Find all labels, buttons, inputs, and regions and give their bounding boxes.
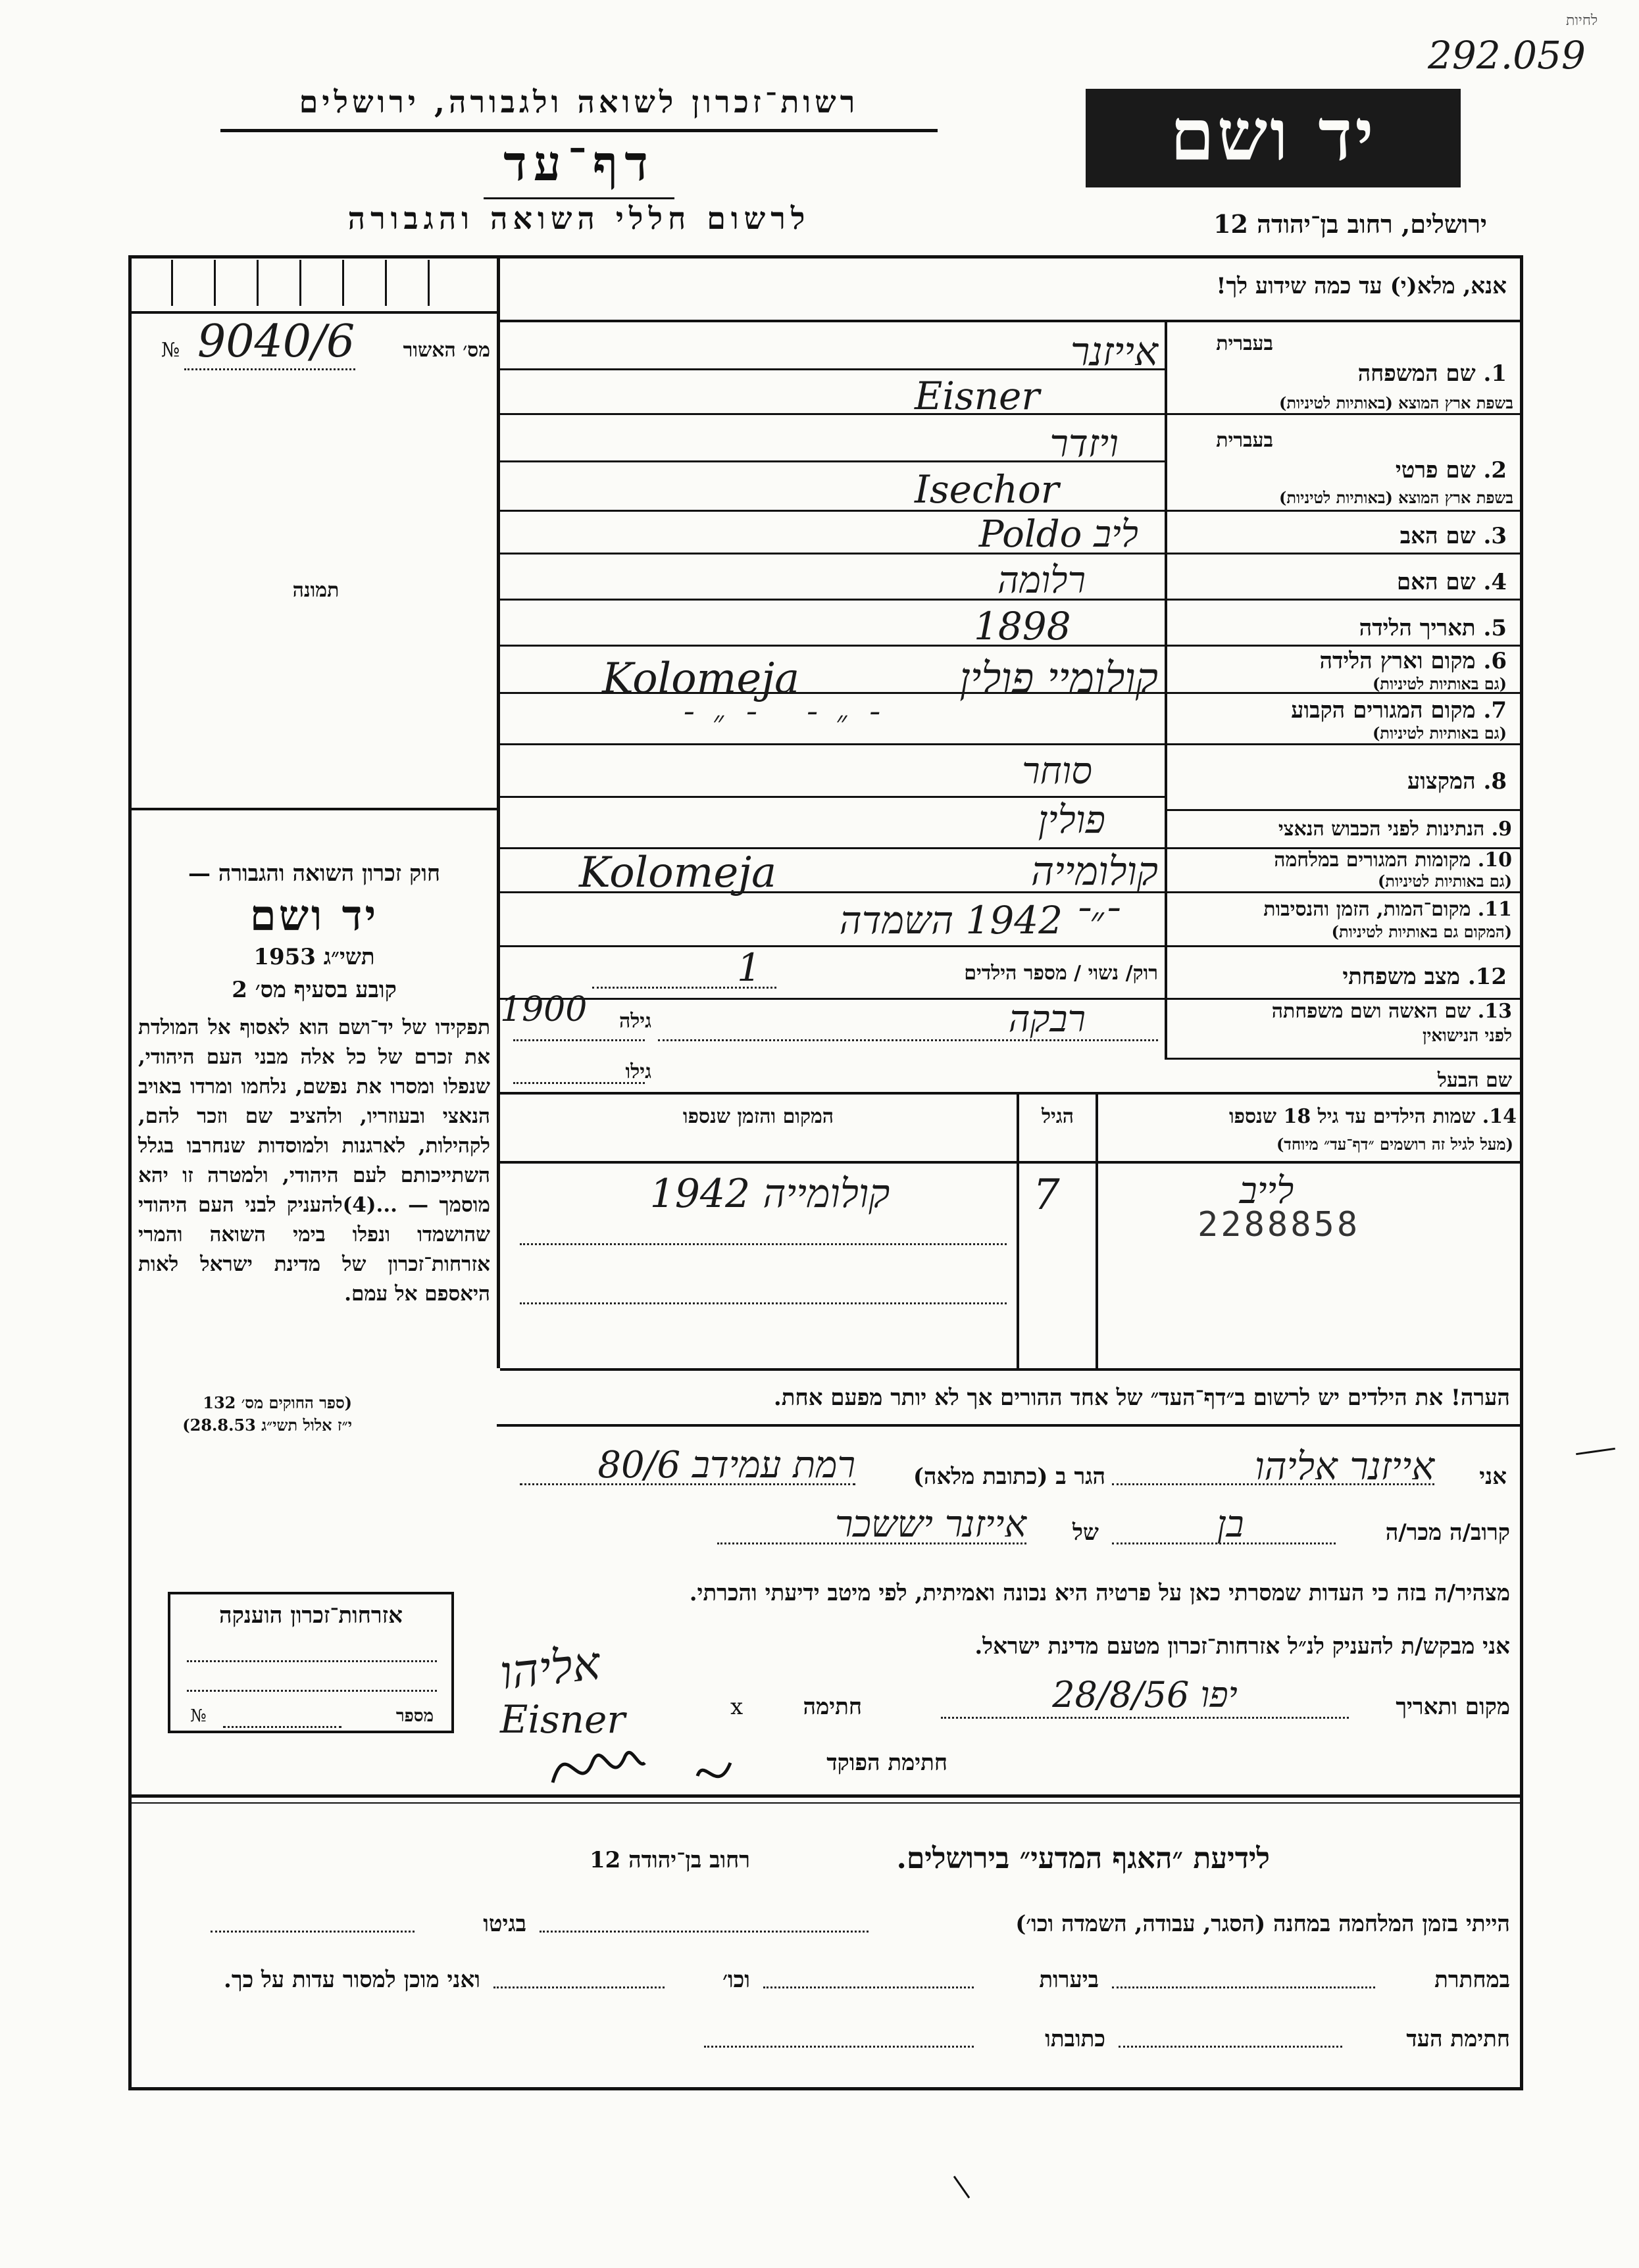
note-text: הערה! את הילדים יש לרשום ב״דף־העד״ של אחד ההורים אך לא יותר מפעם אחת.: [773, 1385, 1510, 1411]
wife-age-value: 1900: [500, 990, 588, 1029]
hebrew-tag-1: בעברית: [1216, 332, 1273, 355]
form-title: דף־עד: [503, 136, 655, 192]
signature-label: חתימה: [803, 1694, 862, 1720]
label-divider: [1165, 321, 1167, 1058]
intro-text: אנא, מלא(י) עד כמה שידוע לך!: [1216, 273, 1507, 299]
marital-options: רוק/ נשוי / מספר הילדים: [964, 962, 1158, 985]
first-name-sub: בשפת ארץ המוצא (באותיות לטיניות): [1279, 488, 1513, 507]
memorial-number-label: מספר: [395, 1706, 434, 1726]
child-row-line-a: [520, 1243, 1007, 1245]
of-label: של: [1072, 1519, 1099, 1546]
footer-address: רחוב בן־יהודה 12: [589, 1847, 750, 1873]
law-name: יד ושם: [249, 891, 379, 941]
footer-witness-sign-label: חתימת העד: [1406, 2026, 1510, 2052]
footer-ghetto-label: בגיטו: [483, 1911, 526, 1937]
birthplace-he: קולומיי פולין: [959, 654, 1158, 703]
wartime-residence-lat: Kolomeja: [579, 849, 777, 897]
footer-etc-label: וכו׳: [722, 1967, 750, 1993]
marital-line: [592, 987, 776, 989]
form-subtitle: לרשום חללי השואה והגבורה: [347, 201, 811, 236]
citizenship-label: 9. הנתינות לפני הכבוש הנאצי: [1278, 818, 1512, 841]
birthdate-value: 1898: [974, 604, 1071, 649]
death-value: ־״־ 1942 השמדה: [839, 898, 1119, 943]
memorial-line-1: [187, 1660, 437, 1662]
declarant-name-line: [1112, 1483, 1434, 1485]
residence-label: 7. מקום המגורים הקבוע: [1291, 697, 1507, 724]
child-name: לייב: [1239, 1170, 1294, 1212]
children-label: 14. שמות הילדים עד גיל 18 שנספו: [1228, 1105, 1517, 1128]
residence-value: ־״־ ־״־: [680, 704, 898, 739]
death-sub: (המקום גם באותיות לטיניות): [1331, 922, 1512, 941]
children-count: 1: [737, 945, 761, 990]
of-name: אייזנר יששכר: [835, 1503, 1026, 1546]
law-source-1: (ספר החוקים מס׳ 132: [203, 1393, 352, 1412]
footer-witness-address-label: כתובתו: [1045, 2026, 1105, 2052]
law-clause: קובע בסעיף מס׳ 2: [232, 977, 397, 1003]
law-heading: חוק זכרון השואה והגבורה —: [188, 860, 441, 887]
footer-rule-2: [132, 1802, 1520, 1804]
declarant-address: רמת עמידב 80/6: [597, 1444, 855, 1487]
footer-forest-line: [763, 1986, 974, 1988]
family-name-lat: Eisner: [915, 374, 1040, 418]
profession-label: 8. המקצוע: [1407, 768, 1507, 795]
margin-mark: [1576, 1448, 1615, 1455]
declarant-resides-label: הגר ב (כתובת מלאה): [913, 1464, 1105, 1490]
wife-label: 13. שם האשה ושם משפחתה: [1271, 1000, 1512, 1023]
first-name-lat: Isechor: [915, 467, 1059, 512]
declaration-text: מצהיר/ה בזה כי העדות שמסרתי כאן על פרטיה היא נכונה ואמיתית, לפי מיטב ידיעתי והכרתי.: [689, 1580, 1510, 1606]
memorial-line-2: [187, 1690, 437, 1692]
child-row-line-b: [520, 1302, 1007, 1304]
signature-lat: Eisner: [500, 1697, 626, 1742]
photo-label: תמונה: [292, 579, 340, 602]
title-underline: [484, 197, 674, 199]
birthplace-lat: Kolomeja: [602, 654, 800, 703]
birthplace-sub: (גם באותיות לטיניות): [1372, 674, 1507, 693]
note-top-rule: [500, 1368, 1521, 1371]
code-boxes: [132, 260, 497, 312]
husband-label: שם הבעל: [1437, 1069, 1512, 1092]
children-col-1: [1017, 1092, 1019, 1368]
child-place: קולומייה 1942: [649, 1171, 890, 1217]
family-name-he: אייזנר: [1070, 329, 1158, 375]
birthplace-label: 6. מקום וארץ הלידה: [1319, 648, 1507, 674]
place-date-value: יפו 28/8/56: [1052, 1674, 1238, 1715]
birthdate-label: 5. תאריך הלידה: [1359, 615, 1507, 641]
first-name-label: 2. שם פרטי: [1395, 457, 1507, 483]
child-stamp: 2288858: [1198, 1205, 1361, 1245]
law-body: תפקידו של יד־ושם הוא לאסוף אל המולדת את זכרם של כל אלה מבני העם היהודי, שנפלו ומסרו את נפשם, נלחמו ומרדו באויב הנאצי ובעוזריו, ולהציב שם וזכר להם, לקהילות, לארגנות ולמוסדות שנחרבו בגלל השתייכותם לעם היהודי, ולמטרה זו יהא מוסמך — ...(4)להעניק לבני העם היהודי שהושמדו ונפלו בימי השואה והמרי אזרחות־זכרון של מדינת ישראל לאות היאספם אל עמם.: [138, 1016, 490, 1306]
photo-box-bottom: [132, 808, 497, 810]
citizenship-value: פולין: [1038, 797, 1105, 842]
family-name-label: 1. שם המשפחה: [1357, 360, 1507, 387]
wife-line: [658, 1039, 1158, 1041]
mother-value: רלומה: [997, 559, 1086, 602]
footer-camp-line: [540, 1931, 869, 1933]
approval-label: מס׳ האשור: [403, 339, 490, 362]
corner-mark: לחיות: [1566, 12, 1598, 29]
memorial-no-mark: №: [190, 1706, 207, 1726]
wartime-residence-label: 10. מקומות המגורים במלחמה: [1274, 849, 1512, 872]
wife-sub: לפני הנישואין: [1422, 1026, 1512, 1046]
yad-vashem-logo: [1086, 89, 1461, 187]
wife-age-label: גילה: [618, 1010, 651, 1033]
wartime-residence-sub: (גם באותיות לטיניות): [1377, 872, 1512, 891]
approval-no-mark: №: [161, 339, 180, 362]
memorial-title: אזרחות־זכרון הוענקה: [219, 1602, 403, 1629]
mother-label: 4. שם האם: [1396, 569, 1507, 595]
officer-label: חתימת הפוקד: [826, 1750, 947, 1776]
declarant-i-label: אני: [1479, 1464, 1507, 1490]
footer-underground-line: [1112, 1986, 1375, 1988]
father-label: 3. שם האב: [1399, 523, 1507, 549]
column-divider: [497, 257, 500, 1368]
of-name-line: [717, 1542, 1026, 1544]
org-underline: [220, 129, 938, 132]
children-top-rule: [500, 1092, 1521, 1095]
marital-label: 12. מצב משפחתי: [1342, 964, 1507, 990]
wartime-residence-he: קולומייה: [1030, 849, 1158, 895]
place-date-label: מקום ותאריך: [1396, 1694, 1510, 1720]
footer-title: לידיעת ״האגף המדעי״ בירושלים.: [896, 1842, 1270, 1875]
hebrew-tag-2: בעברית: [1216, 429, 1273, 452]
note-bottom-rule: [497, 1424, 1521, 1427]
footer-etc-line: [493, 1986, 665, 1988]
org-line: רשות־זכרון לשואה ולגבורה, ירושלים: [299, 84, 859, 120]
approval-line: [184, 368, 355, 370]
husband-age-label: גילו: [625, 1060, 651, 1083]
signature-x: x: [730, 1694, 744, 1720]
approval-number: 9040/6: [197, 316, 355, 368]
husband-age-line: [513, 1082, 645, 1084]
header-address: ירושלים, רחוב בן־יהודה 12: [1213, 209, 1487, 239]
footer-ready-text: ואני מוכן למסור עדות על כך.: [224, 1967, 480, 1993]
footer-ghetto-line: [211, 1931, 415, 1933]
family-name-sub: בשפת ארץ המוצא (באותיות לטיניות): [1279, 393, 1513, 412]
residence-sub: (גם באותיות לטיניות): [1372, 724, 1507, 743]
footer-forest-label: ביערות: [1039, 1967, 1099, 1993]
child-age: 7: [1033, 1171, 1060, 1220]
signature-he: אליהו: [497, 1636, 603, 1700]
declarant-address-line: [520, 1483, 855, 1485]
children-sub: (מעל לגיל זה רושמים ״דף־עד״ מיוחד): [1276, 1135, 1513, 1154]
wife-name: רבקה: [1008, 998, 1086, 1041]
profession-value: סוחר: [1022, 750, 1092, 793]
relative-label: קרוב/ה מכר/ה: [1385, 1519, 1510, 1546]
intro-rule: [500, 320, 1521, 322]
relation-value: בן: [1217, 1503, 1244, 1546]
first-name-he: ויזדר: [1049, 421, 1119, 466]
footer-witness-sign-line: [1119, 2046, 1342, 2048]
children-header-rule: [500, 1161, 1521, 1164]
memorial-box: [168, 1592, 454, 1733]
footer-underground-label: במחתרת: [1434, 1967, 1510, 1993]
officer-signature-icon: [540, 1723, 790, 1802]
children-col-2: [1096, 1092, 1098, 1368]
children-age-header: הגיל: [1041, 1105, 1074, 1128]
relation-line: [1112, 1542, 1336, 1544]
declarant-name: אייזנר אליהו: [1254, 1444, 1434, 1489]
law-source-2: י״ז אלול תשי״ג 28.8.53): [182, 1416, 352, 1435]
death-label: 11. מקום־המות, הזמן והנסיבות: [1263, 898, 1512, 921]
stray-mark: [953, 2176, 970, 2198]
request-text: אני מבקש/ת להעניק לנ״ל אזרחות־זכרון מטעם מדינת ישראל.: [974, 1633, 1510, 1660]
wife-age-line: [513, 1039, 645, 1041]
footer-camp-label: הייתי בזמן המלחמה במחנה (הסגר, עבודה, השמדה וכו׳): [1015, 1911, 1510, 1937]
footer-witness-address-line: [704, 2046, 974, 2048]
father-value: ליב Poldo: [978, 513, 1138, 556]
archive-number: 292.059: [1428, 33, 1586, 78]
place-date-line: [941, 1717, 1349, 1719]
logo-text: יד ושם: [1170, 94, 1376, 177]
law-year: תשי״ג 1953: [253, 944, 375, 970]
footer-rule-1: [132, 1794, 1520, 1798]
memorial-number-line: [223, 1726, 341, 1728]
children-place-header: המקום והזמן שנספו: [682, 1105, 834, 1128]
